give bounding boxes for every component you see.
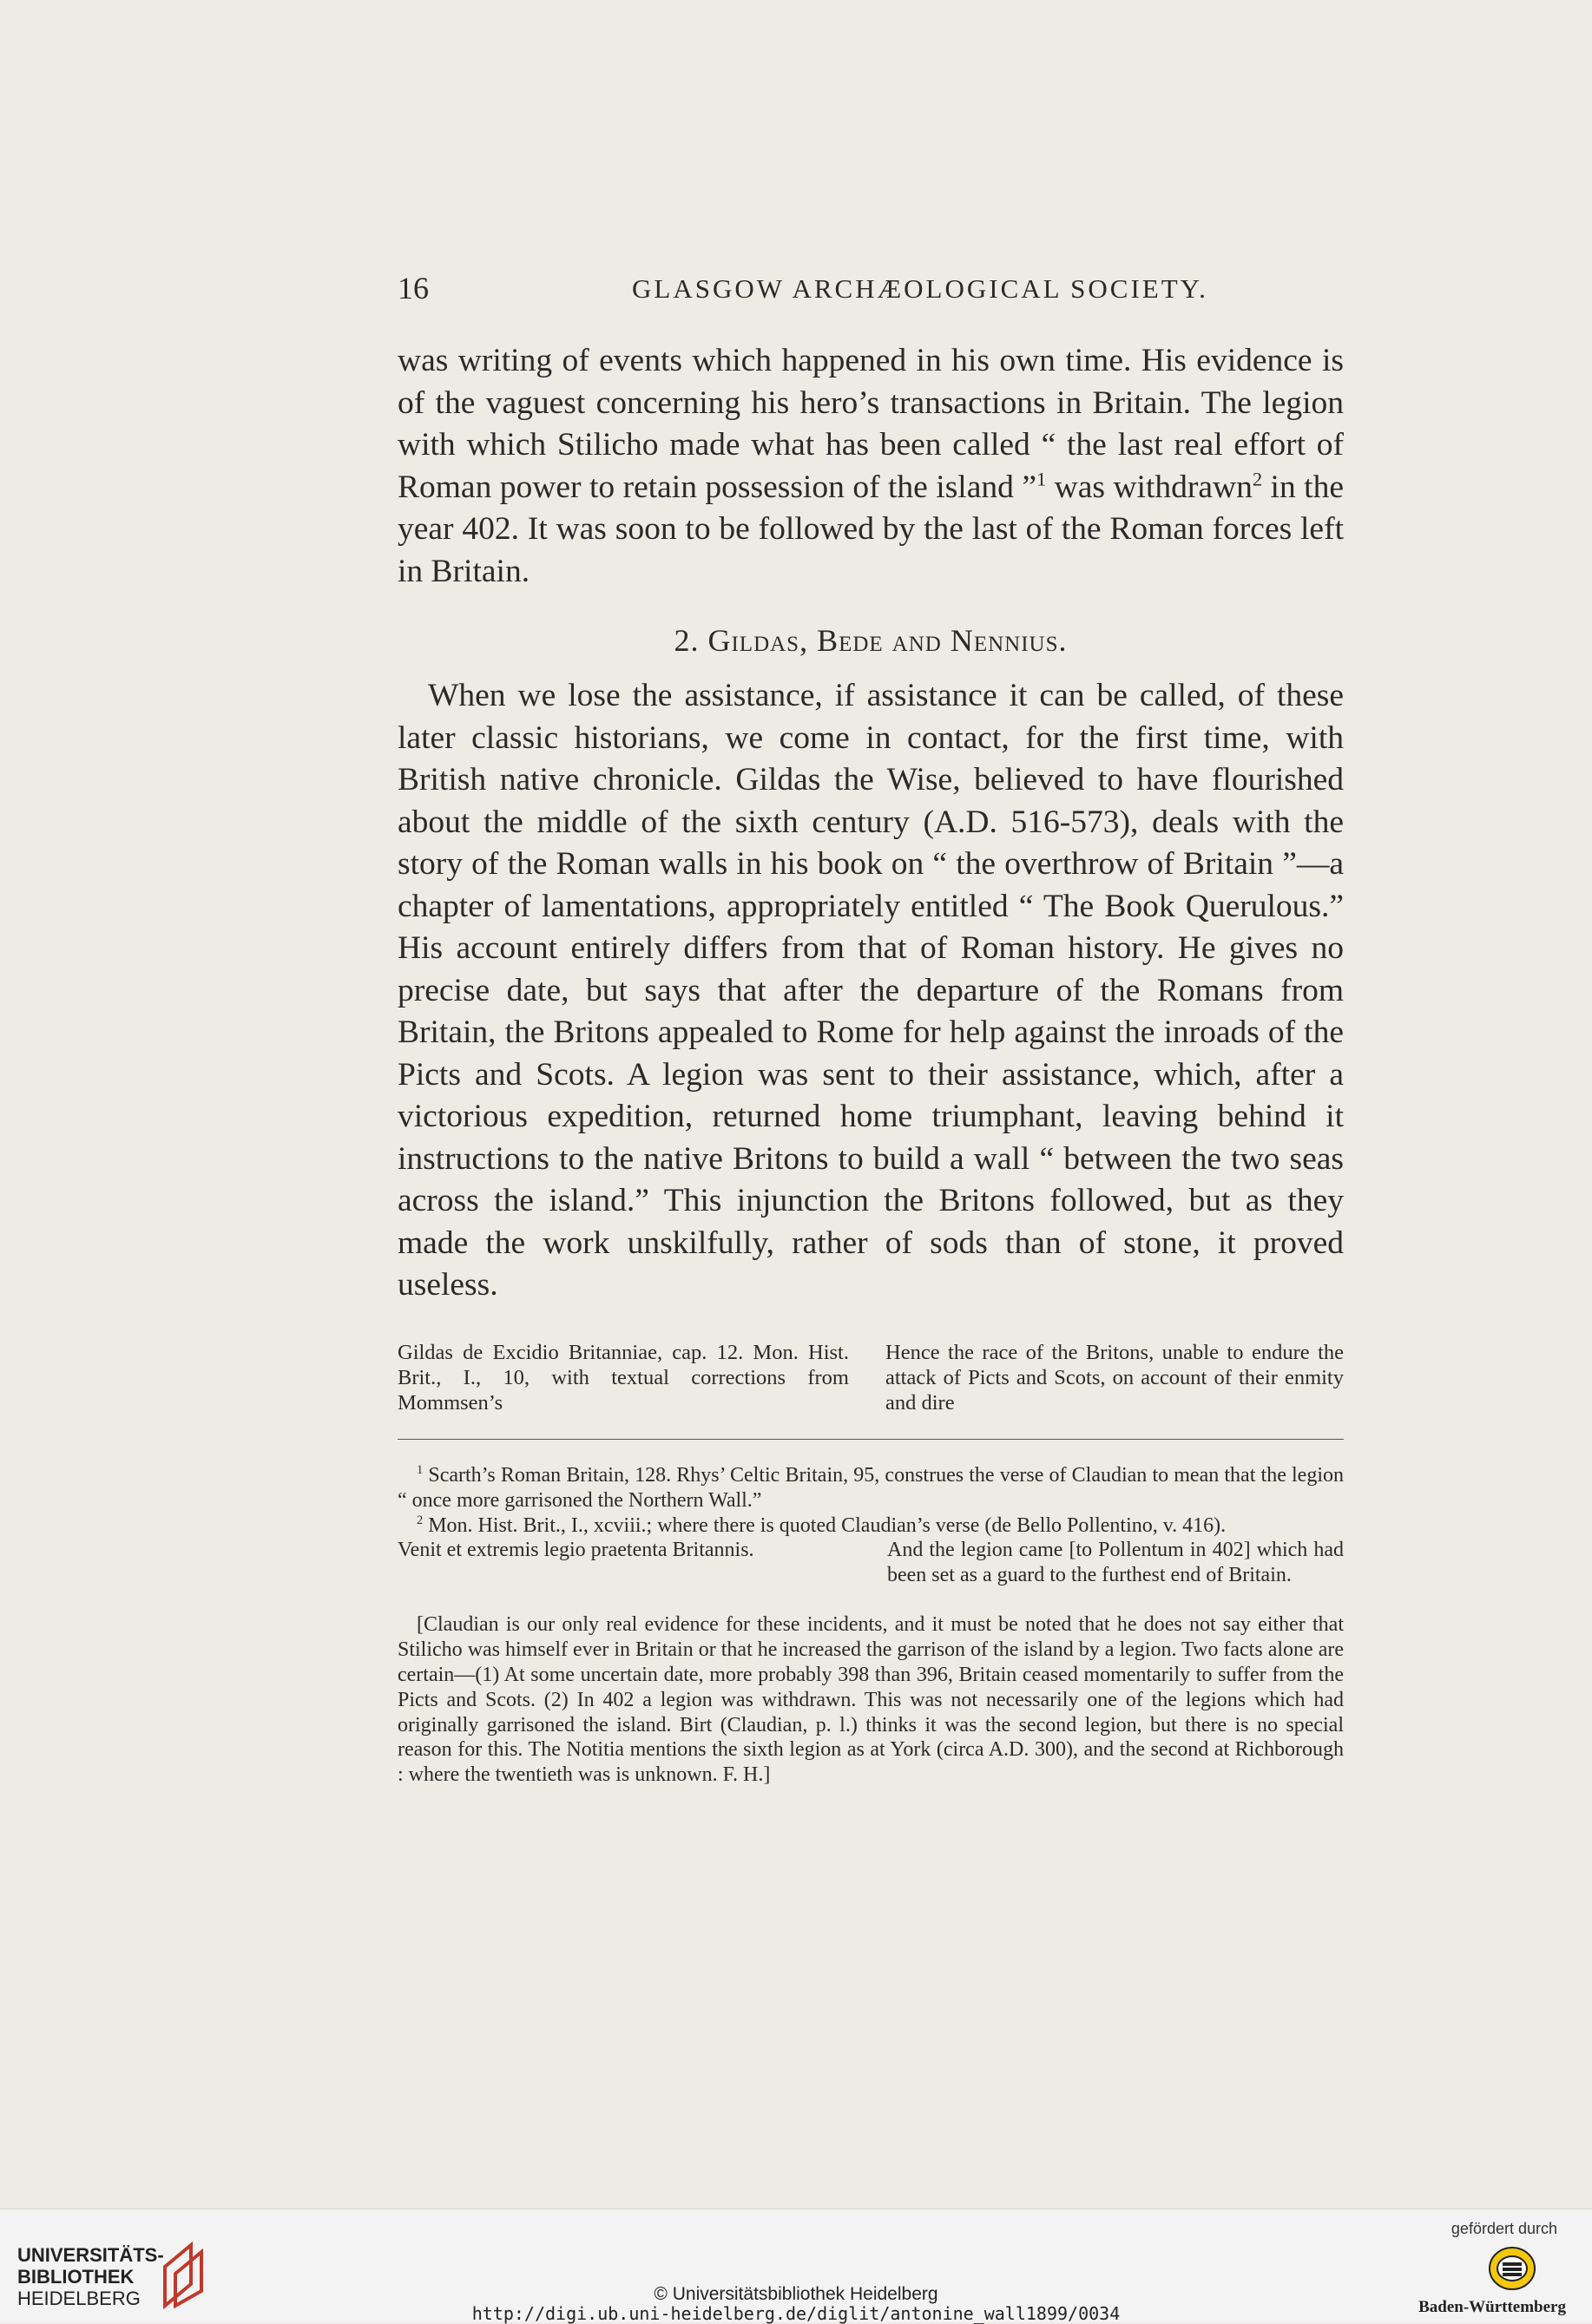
paragraph-1-text-a: was writing of events which happened in his own time. His evidence is of the vaguest concerning his hero’s transactions in Britain. The legion with which Stilicho made what has been called “ the last real effort of Roman power to retain possession of the island ” — [398, 343, 1344, 505]
verse-translation: And the legion came [to Pollentum in 402] which had been set as a guard to the furthest end of Britain. — [887, 1539, 1344, 1587]
footnote-1-mark: 1 — [417, 1463, 424, 1477]
footnote-1 — [398, 1463, 1344, 1513]
section-heading — [398, 622, 1344, 659]
citation-left: Gildas de Excidio Britanniae, cap. 12. Mon. Hist. Brit., I., 10, with textual corrections from Mommsen’s — [398, 1341, 849, 1415]
footnote-2-text: Mon. Hist. Brit., I., xcviii.; where there is quoted Claudian’s verse (de Bello Pollentino, v. 416). — [423, 1513, 1227, 1537]
paragraph-1-text-c: in the year 402. It was soon to be followed by the last of the Roman forces left in Britain. — [398, 469, 1344, 589]
verse-latin: Venit et extremis legio praetenta Britannis. — [398, 1539, 754, 1562]
editor-note: [Claudian is our only real evidence for these incidents, and it must be noted that he does not say either that Stilicho was himself ever in Britain or that he increased the garrison of the island by a legion. Two facts alone are certain—(1) At some uncertain date, more probably 398 than 396, Britain ceased momentarily to suffer from the Picts and Scots. (2) In 402 a legion was withdrawn. This was not necessarily one of the legions which had originally garrisoned the island. Birt (Claudian, p. l.) thinks it was the second legion, but there is no special reason for this. The Notitia mentions the sixth legion as at York (circa A.D. 300), and the second at Richborough : where the twentieth was is unknown. F. H.] — [398, 1613, 1344, 1787]
running-head-title: GLASGOW ARCHÆOLOGICAL SOCIETY. — [632, 273, 1208, 304]
library-line-1: UNIVERSITÄTS- — [17, 2244, 164, 2266]
library-line-2: BIBLIOTHEK — [17, 2266, 135, 2288]
viewer-footer — [0, 2209, 1592, 2322]
footnote-1-text: Scarth’s Roman Britain, 128. Rhys’ Celtic Britain, 95, construes the verse of Claudian to mean that the legion “ once more garrisoned the Northern Wall.” — [398, 1464, 1344, 1512]
page-number: 16 — [398, 271, 429, 305]
verse-quote — [398, 1538, 1344, 1612]
permalink-url[interactable]: http://digi.ub.uni-heidelberg.de/diglit/antonine_wall1899/0034 — [471, 2303, 1121, 2324]
section-number: 2. — [674, 623, 700, 658]
paragraph-1 — [398, 340, 1344, 593]
paragraph-2 — [398, 675, 1344, 1307]
footnote-ref-2: 2 — [1252, 468, 1263, 489]
section-title: Gildas, Bede and Nennius. — [707, 623, 1068, 658]
footnote-2-mark: 2 — [417, 1513, 424, 1527]
sponsor-name: Baden-Württemberg — [1418, 2298, 1566, 2316]
footnote-ref-1: 1 — [1036, 468, 1047, 489]
state-crest-icon[interactable] — [1488, 2246, 1536, 2294]
sponsor-label: gefördert durch — [1451, 2220, 1557, 2237]
paragraph-1-text-b: was withdrawn — [1046, 469, 1253, 505]
library-line-3: HEIDELBERG — [17, 2288, 141, 2309]
citation-right: Hence the race of the Britons, unable to endure the attack of Picts and Scots, on account of their enmity and dire — [885, 1341, 1344, 1415]
footnotes — [398, 1463, 1344, 1788]
footnote-rule — [398, 1439, 1344, 1440]
copyright-notice: © Universitätsbibliothek Heidelberg — [654, 2284, 938, 2304]
paragraph-2-text: When we lose the assistance, if assistance it can be called, of these later classic historians, we come in contact, for the first time, with British native chronicle. Gildas the Wise, believed to have flourished about the middle of the sixth century (A.D. 516-573), deals with the story of the Roman walls in his book on “ the overthrow of Britain ”—a chapter of lamentations, appropriately entitled “ The Book Querulous.” His account entirely differs from that of Roman history. He gives no precise date, but says that after the departure of the Romans from Britain, the Britons appealed to Rome for help against the inroads of the Picts and Scots. A legion was sent to their assistance, which, after a victorious expedition, returned home triumphant, leaving behind it instructions to the native Britons to build a wall “ between the two seas across the island.” This injunction the Britons followed, but as they made the work unskilfully, rather of sods than of stone, it proved useless. — [398, 678, 1344, 1303]
footnote-2 — [398, 1513, 1344, 1539]
